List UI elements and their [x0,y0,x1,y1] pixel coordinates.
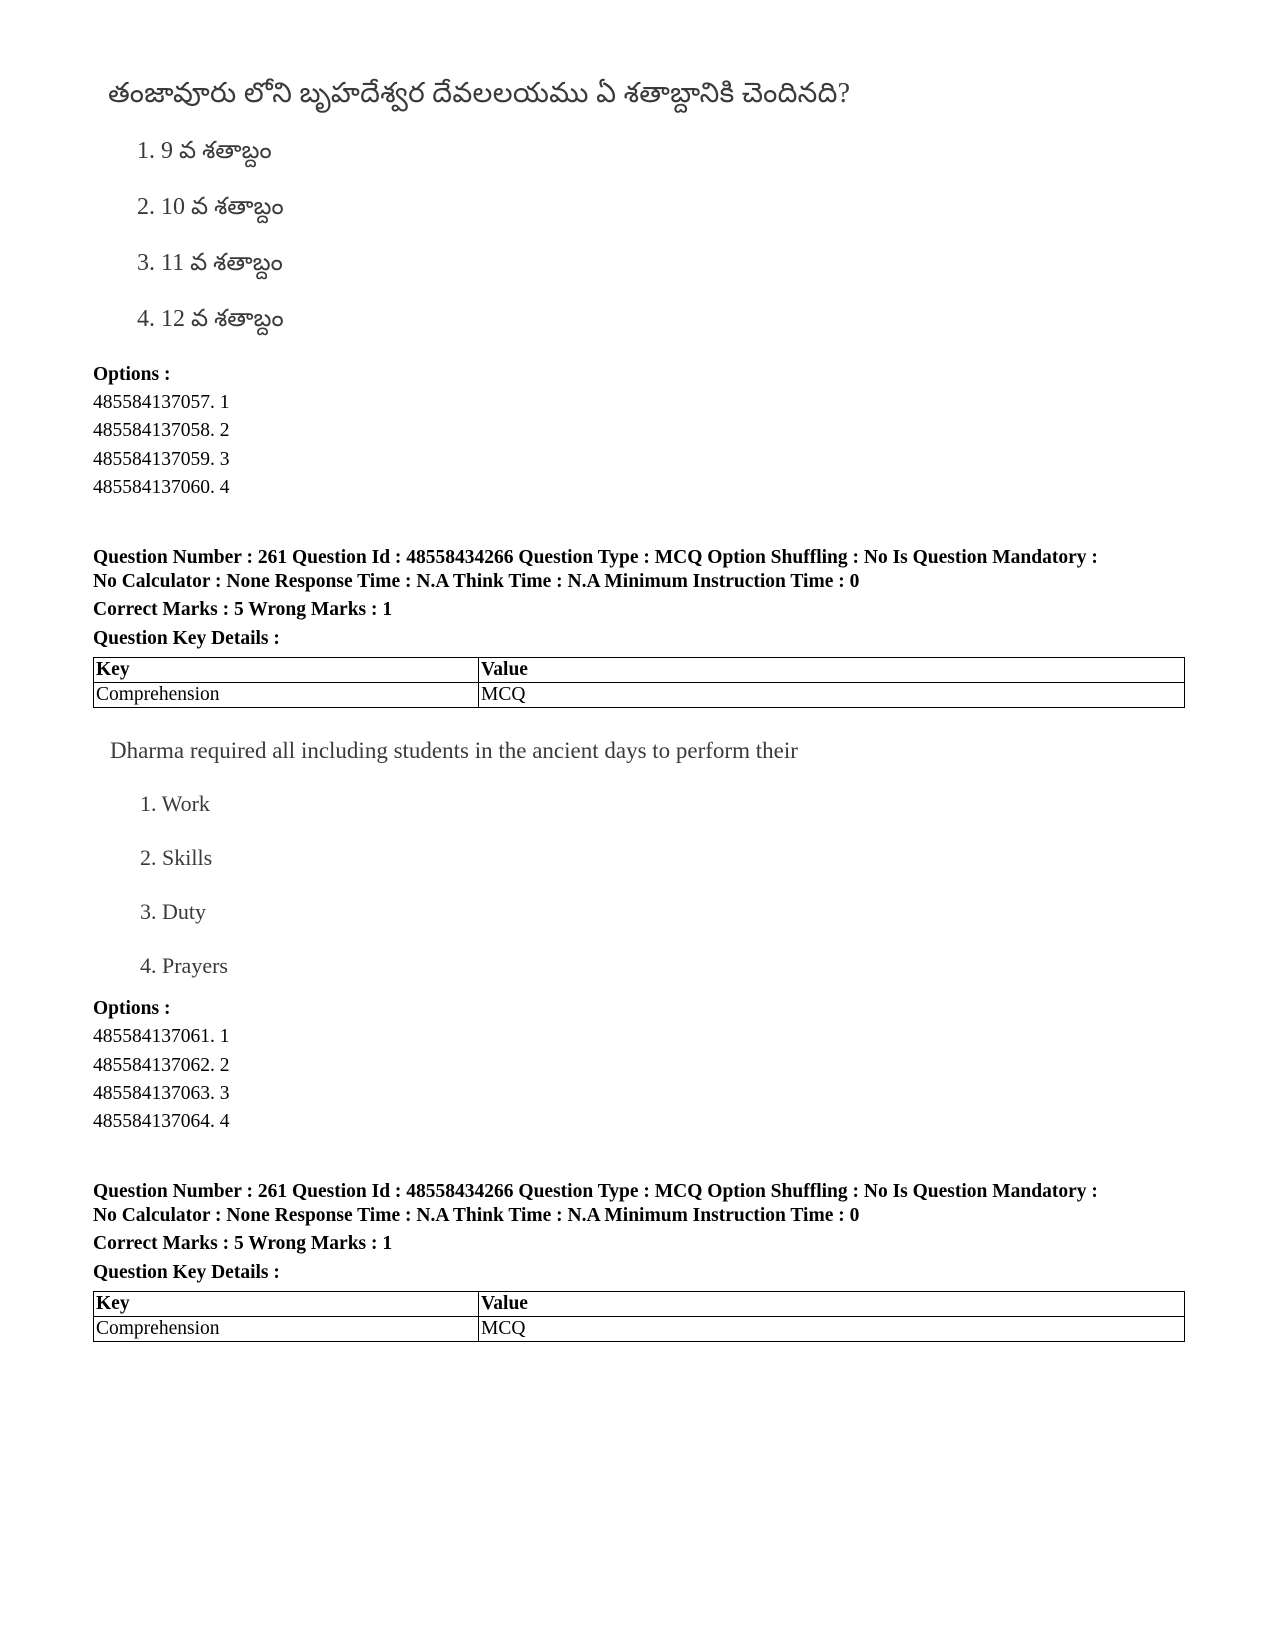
option-id-2: 485584137058. 2 [93,420,230,441]
question-meta-line-1: Question Number : 261 Question Id : 48558434266 Question Type : MCQ Option Shuffling : No Is Question Mandatory : [93,1181,1098,1202]
table-header-key: Key [94,1292,479,1317]
option-id-1: 485584137061. 1 [93,1026,230,1047]
choice-3: 3. 11 వ శతాబ్దం [137,250,283,276]
marks-line: Correct Marks : 5 Wrong Marks : 1 [93,599,393,620]
table-header-row [94,1292,1185,1317]
options-label: Options : [93,998,171,1019]
key-details-label: Question Key Details : [93,1262,280,1283]
table-row [94,683,1185,708]
choice-4: 4. Prayers [140,953,228,978]
option-id-3: 485584137059. 3 [93,449,230,470]
choice-4: 4. 12 వ శతాబ్దం [137,306,284,332]
key-details-table [93,1291,1185,1342]
question-stem: తంజావూరు లోని బృహదేశ్వర దేవలలయము ఏ శతాబ్దానికి చెందినది? [108,78,851,109]
choice-2: 2. 10 వ శతాబ్దం [137,194,284,220]
question-meta-line-2: No Calculator : None Response Time : N.A Think Time : N.A Minimum Instruction Time : 0 [93,571,860,592]
table-row [94,1317,1185,1342]
key-details-table [93,657,1185,708]
choice-1: 1. Work [140,791,210,816]
question-meta-line-1: Question Number : 261 Question Id : 48558434266 Question Type : MCQ Option Shuffling : No Is Question Mandatory : [93,547,1098,568]
choice-3: 3. Duty [140,899,206,924]
option-id-4: 485584137060. 4 [93,477,230,498]
table-header-value: Value [479,1292,1185,1317]
choice-2: 2. Skills [140,845,213,870]
choice-1: 1. 9 వ శతాబ్దం [137,138,272,164]
table-cell-key: Comprehension [94,683,479,708]
table-cell-value: MCQ [479,683,1185,708]
option-id-1: 485584137057. 1 [93,392,230,413]
options-label: Options : [93,364,171,385]
table-cell-key: Comprehension [94,1317,479,1342]
key-details-label: Question Key Details : [93,628,280,649]
option-id-4: 485584137064. 4 [93,1111,230,1132]
marks-line: Correct Marks : 5 Wrong Marks : 1 [93,1233,393,1254]
table-header-row [94,658,1185,683]
table-header-value: Value [479,658,1185,683]
table-cell-value: MCQ [479,1317,1185,1342]
table-header-key: Key [94,658,479,683]
option-id-2: 485584137062. 2 [93,1055,230,1076]
question-stem: Dharma required all including students in the ancient days to perform their [110,738,798,763]
question-meta-line-2: No Calculator : None Response Time : N.A Think Time : N.A Minimum Instruction Time : 0 [93,1205,860,1226]
option-id-3: 485584137063. 3 [93,1083,230,1104]
